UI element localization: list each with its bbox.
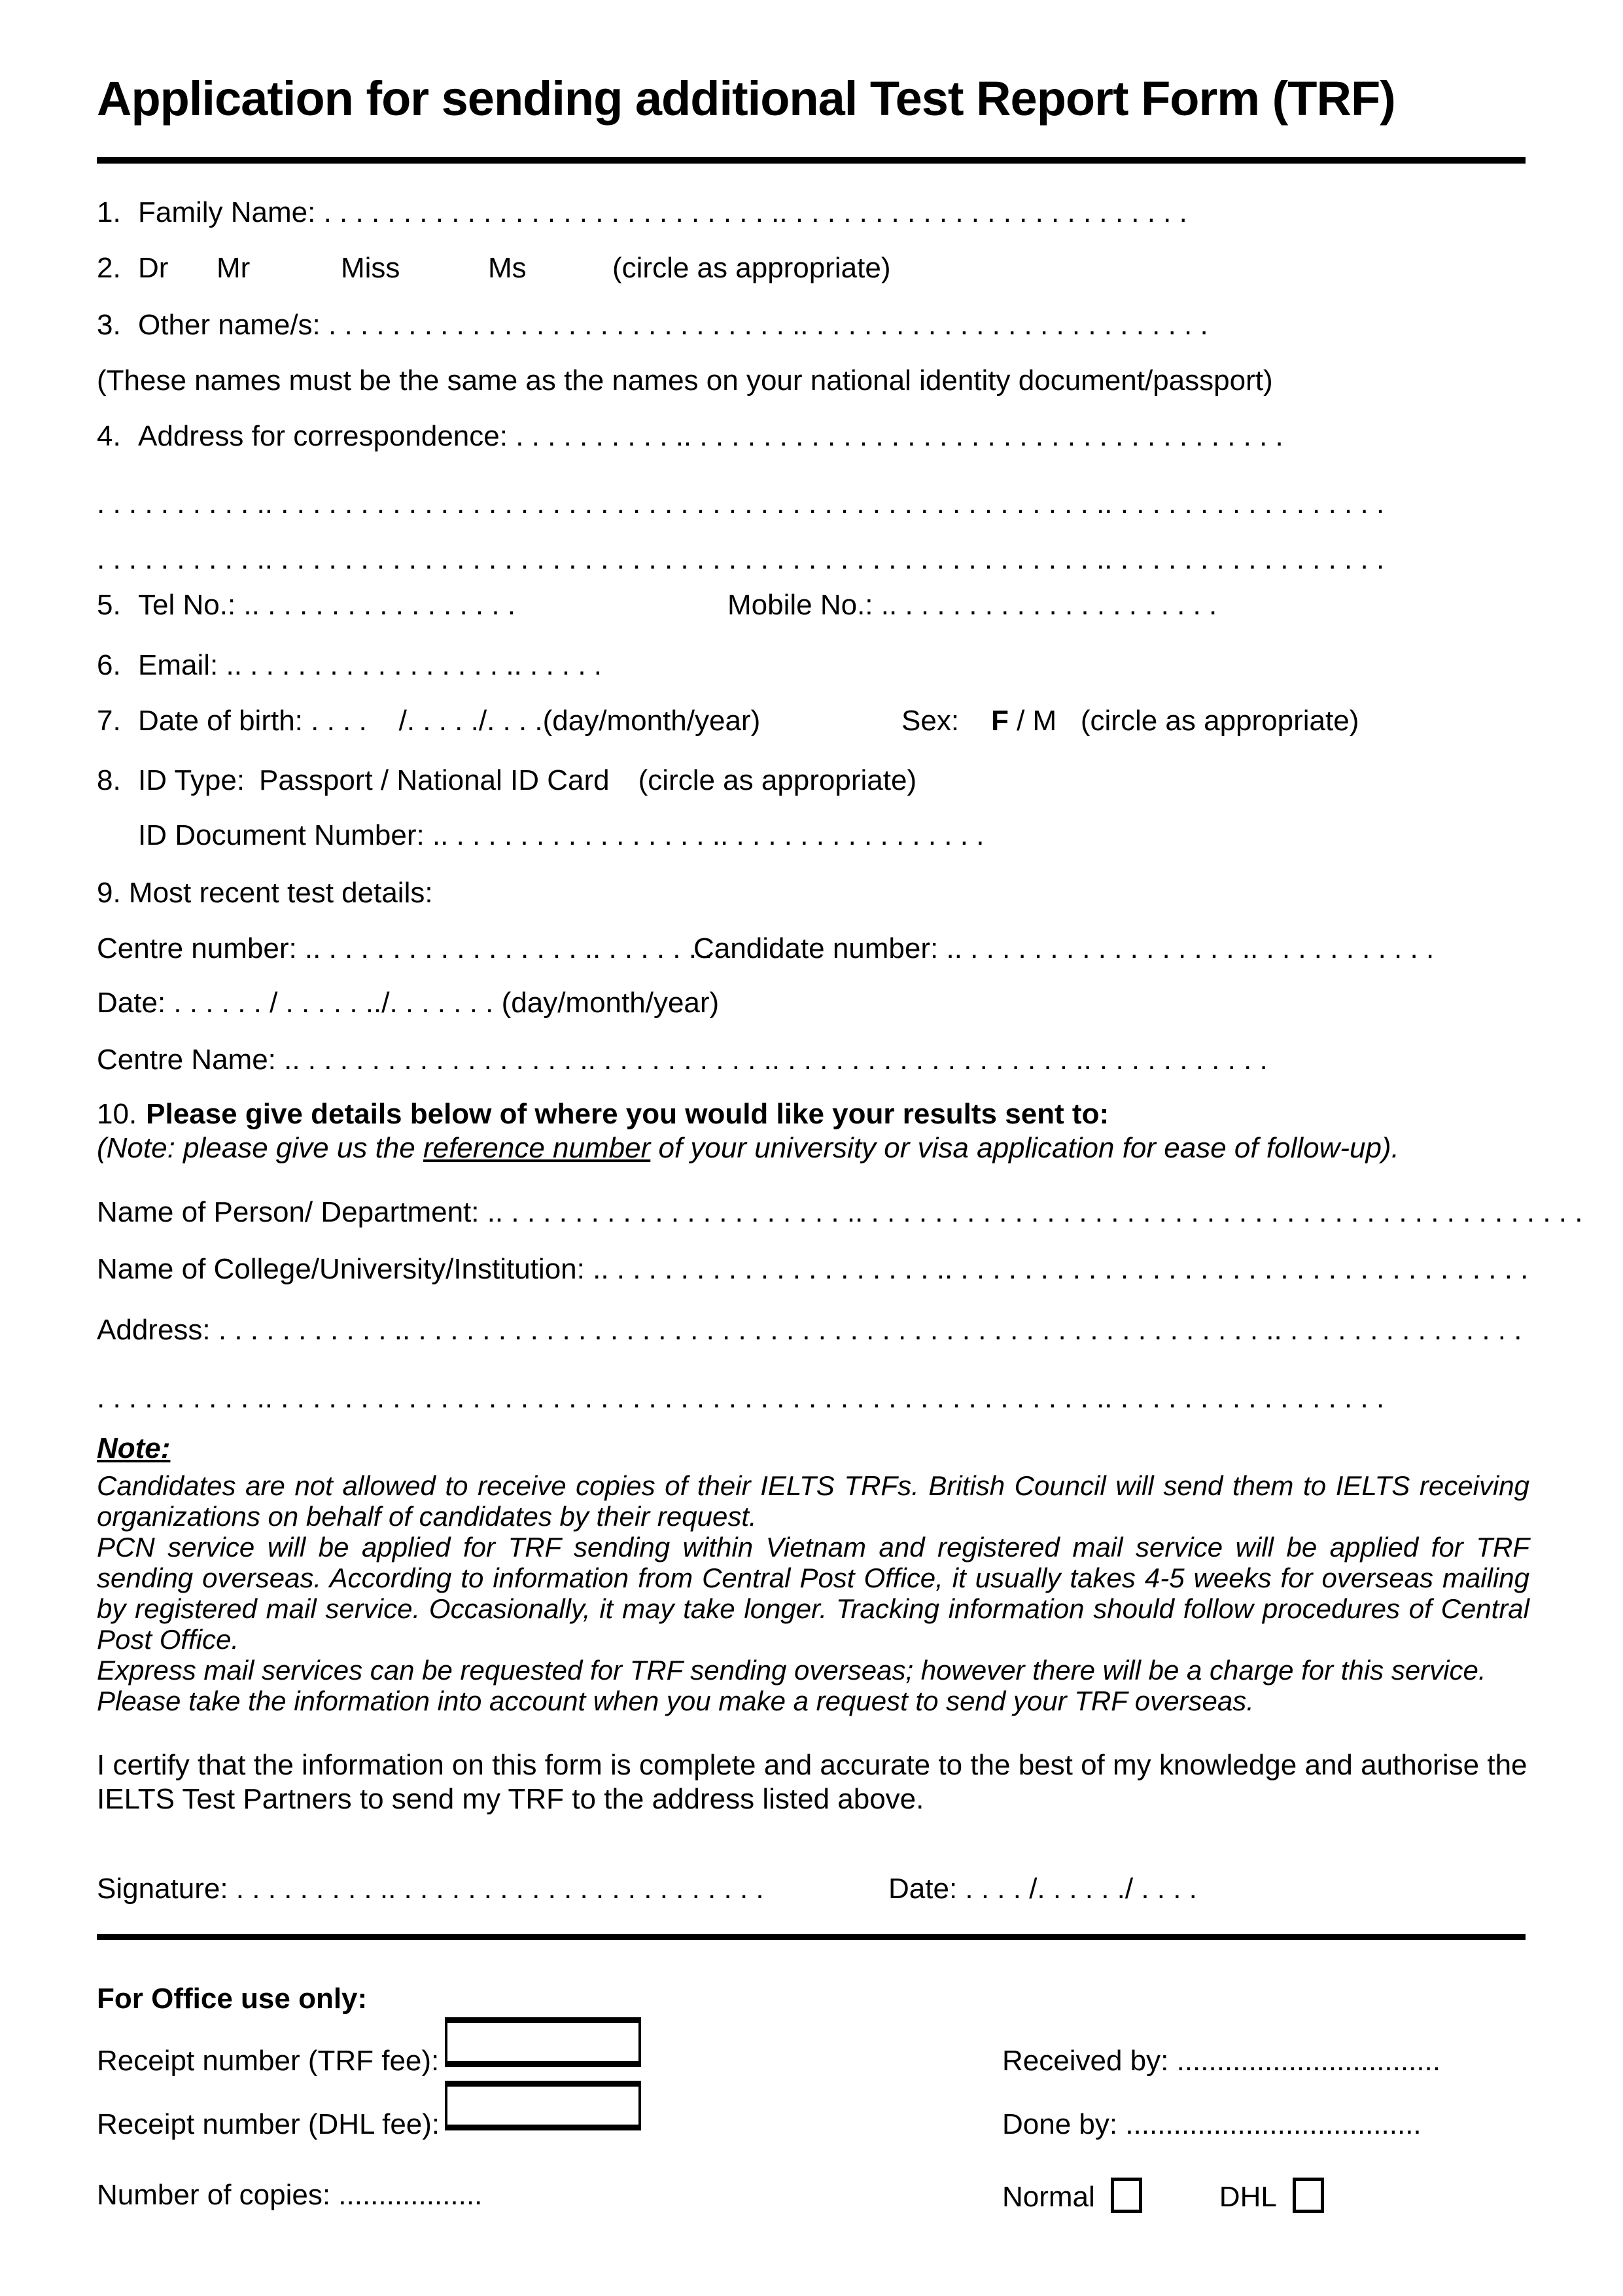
field-test-date: [97, 985, 1536, 1021]
received-by-group: [1002, 2043, 1440, 2079]
office-row-copies: [97, 2178, 1536, 2213]
field-destination-address: [97, 1313, 1536, 1348]
receipt-dhl-input-box[interactable]: [445, 2081, 641, 2130]
field-other-names: [97, 308, 1536, 343]
family-name-blank[interactable]: . . . . . . . . . . . . . . . . . . . . . . . . . . . . .. . . . . . . . . . . . . . . . . . . . . . . . . .: [315, 196, 1187, 228]
id-type-instruction: (circle as appropriate): [638, 764, 917, 796]
candidate-number-group: [693, 931, 1434, 966]
item7-number: 7.: [97, 705, 121, 737]
college-university-label: Name of College/University/Institution:: [97, 1253, 585, 1285]
test-date-blank[interactable]: . . . . . . / . . . . . ../. . . . . . .: [166, 987, 502, 1019]
salutation-option-miss[interactable]: Miss: [341, 252, 400, 284]
item5-number: 5.: [97, 589, 121, 621]
family-name-label: Family Name:: [138, 196, 316, 228]
destination-address-blank[interactable]: . . . . . . . . . . . .. . . . . . . . . . . . . . . . . . . . . . . . . . . . . . . . . . . . . . . . . . . . . . . . . . . . . . .. . . . . . . . . . . . . . . .: [210, 1314, 1522, 1346]
salutation-instruction: (circle as appropriate): [612, 252, 891, 284]
dhl-checkbox[interactable]: [1293, 2178, 1324, 2213]
signature-date-label: Date:: [888, 1873, 958, 1905]
candidate-number-blank[interactable]: .. . . . . . . . . . . . . . . . . . .. . . . . . . . . . . .: [938, 932, 1435, 964]
receipt-trf-label: Receipt number (TRF fee):: [97, 2045, 440, 2077]
certification-statement: I certify that the information on this form is complete and accurate to the best of my knowledge and authorise the IELTS Test Partners to send my TRF to the address listed above.: [97, 1749, 1527, 1815]
sex-instruction: (circle as appropriate): [1080, 705, 1359, 737]
email-label: Email:: [138, 649, 218, 681]
sex-option-m[interactable]: M: [1032, 705, 1057, 737]
item4-number: 4.: [97, 420, 121, 452]
candidate-number-label: Candidate number:: [693, 932, 939, 964]
title-divider-rule: [97, 157, 1526, 164]
recent-test-details-heading: 9. Most recent test details:: [97, 877, 433, 909]
signature-date-blank[interactable]: . . . . /. . . . . ./ . . . .: [957, 1873, 1197, 1905]
field-phone-numbers: [97, 588, 1536, 623]
salutation-option-mr[interactable]: Mr: [217, 252, 251, 284]
id-document-number-blank[interactable]: .. . . . . . . . . . . . . . . . . .. . . . . . . . . . . . . . . . .: [424, 819, 985, 851]
sex-group: [901, 703, 1359, 739]
signature-label: Signature:: [97, 1873, 228, 1905]
receipt-trf-input-box[interactable]: [445, 2017, 641, 2067]
done-by-blank[interactable]: .....................................: [1117, 2108, 1422, 2140]
other-names-label: Other name/s:: [138, 309, 321, 341]
field-signature-date: [97, 1871, 1536, 1907]
note-text-post: of your university or visa application for ease of follow-up).: [650, 1132, 1399, 1164]
results-destination-label: Please give details below of where you would like your results sent to:: [146, 1098, 1109, 1130]
sex-option-f[interactable]: F: [990, 705, 1009, 737]
field-centre-name: [97, 1042, 1536, 1078]
field-email: [97, 648, 1536, 683]
sex-label: Sex:: [901, 705, 960, 737]
mobile-label: Mobile No.:: [727, 589, 873, 621]
field-salutation: [97, 251, 1536, 286]
item6-number: 6.: [97, 649, 121, 681]
address-correspondence-blank-line2[interactable]: . . . . . . . . . . .. . . . . . . . . . . . . . . . . . . . . . . . . . . . . . . . . . . . . . . . . . . . . . . . . . . . .. . . . . . . . . . . . . . . . . .: [97, 487, 1385, 520]
field-college-university: [97, 1252, 1536, 1287]
salutation-option-ms[interactable]: Ms: [488, 252, 527, 284]
results-destination-heading: [97, 1097, 1536, 1132]
office-section-divider-rule: [97, 1934, 1526, 1940]
note-paragraph-4: Please take the information into account when you make a request to send your TRF overseas.: [97, 1686, 1254, 1716]
office-row-dhl-receipt: [97, 2107, 1536, 2142]
note-paragraph-3: Express mail services can be requested for TRF sending overseas; however there will be a charge for this service.: [97, 1655, 1486, 1686]
item10-number: 10.: [97, 1098, 137, 1130]
item3-number: 3.: [97, 309, 121, 341]
centre-name-label: Centre Name:: [97, 1044, 276, 1076]
other-names-note: (These names must be the same as the names on your national identity document/passport): [97, 364, 1273, 397]
salutation-option-dr[interactable]: Dr: [138, 252, 169, 284]
sex-separator: /: [1008, 705, 1033, 737]
address-correspondence-blank-line3[interactable]: . . . . . . . . . . .. . . . . . . . . . . . . . . . . . . . . . . . . . . . . . . . . . . . . . . . . . . . . . . . . . . . .. . . . . . . . . . . . . . . . . .: [97, 543, 1385, 575]
office-use-heading: For Office use only:: [97, 1983, 368, 2015]
received-by-label: Received by:: [1002, 2045, 1169, 2077]
address-correspondence-blank[interactable]: . . . . . . . . . . .. . . . . . . . . . . . . . . . . . . . . . . . . . . . . . . . . . . . . .: [507, 420, 1283, 452]
date-of-birth-format: (day/month/year): [542, 705, 761, 737]
id-document-number-label: ID Document Number:: [138, 819, 425, 851]
destination-address-blank-line2[interactable]: . . . . . . . . . . .. . . . . . . . . . . . . . . . . . . . . . . . . . . . . . . . . . . . . . . . . . . . . . . . . . . . .. . . . . . . . . . . . . . . . . .: [97, 1382, 1385, 1414]
field-date-of-birth: [97, 703, 1536, 739]
mail-type-group: [1002, 2178, 1324, 2215]
note-paragraph-2: PCN service will be applied for TRF sending within Vietnam and registered mail service will be applied for TRF sending overseas. According to information from Central Post Office, it usually takes 4-5 weeks for overseas mailing by registered mail service. Occasionally, it may take longer. Tracking information should follow procedures of Central Post Office.: [97, 1532, 1529, 1655]
normal-label: Normal: [1002, 2181, 1095, 2213]
id-type-label: ID Type:: [138, 764, 245, 796]
centre-name-blank[interactable]: .. . . . . . . . . . . . . . . . . . .. . . . . . . . . . . .. . . . . . . . . . . . . . . . . . . .. . . . . . . . . . . .: [275, 1044, 1268, 1076]
item8-number: 8.: [97, 764, 121, 796]
item2-number: 2.: [97, 252, 121, 284]
mobile-blank[interactable]: .. . . . . . . . . . . . . . . . . . . . .: [873, 589, 1217, 621]
signature-blank[interactable]: . . . . . . . . . .. . . . . . . . . . . . . . . . . . . . . . . .: [228, 1873, 764, 1905]
field-centre-candidate-number: [97, 931, 1536, 966]
date-of-birth-label: Date of birth:: [138, 705, 303, 737]
test-date-label: Date:: [97, 987, 166, 1019]
copies-label: Number of copies:: [97, 2179, 331, 2211]
tel-label: Tel No.:: [138, 589, 236, 621]
normal-checkbox[interactable]: [1111, 2178, 1142, 2213]
page-title: Application for sending additional Test Report Form (TRF): [97, 71, 1395, 126]
test-date-format: (day/month/year): [501, 987, 720, 1019]
id-type-options[interactable]: Passport / National ID Card: [259, 764, 610, 796]
tel-blank[interactable]: .. . . . . . . . . . . . . . . . .: [236, 589, 516, 621]
results-destination-note: [97, 1131, 1536, 1166]
done-by-group: [1002, 2107, 1422, 2142]
centre-number-label: Centre number:: [97, 932, 297, 964]
field-id-document-number: [138, 818, 1577, 853]
field-id-type: [97, 763, 1536, 798]
address-correspondence-label: Address for correspondence:: [138, 420, 508, 452]
note-paragraph-1: Candidates are not allowed to receive copies of their IELTS TRFs. British Council will send them to IELTS receiving organizations on behalf of candidates by their request.: [97, 1470, 1529, 1532]
note-section: [97, 1433, 1529, 1716]
note-text-pre: (Note: please give us the: [97, 1132, 423, 1164]
field-family-name: [97, 195, 1536, 230]
office-row-trf-receipt: [97, 2043, 1536, 2079]
note-heading: Note:: [97, 1432, 171, 1464]
person-department-blank[interactable]: .. . . . . . . . . . . . . . . . . . . . . . .. . . . . . . . . . . . . . . . . . . . . . . . . . . . . . . . . . . . . . . . . . . . . .: [479, 1196, 1583, 1228]
other-names-blank[interactable]: . . . . . . . . . . . . . . . . . . . . . . . . . . . . . .. . . . . . . . . . . . . . . . . . . . . . . . . .: [320, 309, 1208, 341]
received-by-blank[interactable]: .................................: [1168, 2045, 1440, 2077]
centre-number-blank[interactable]: .. . . . . . . . . . . . . . . . . .. . . . . . . .: [296, 932, 721, 964]
done-by-label: Done by:: [1002, 2108, 1118, 2140]
college-university-blank[interactable]: .. . . . . . . . . . . . . . . . . . . . . .. . . . . . . . . . . . . . . . . . . . . . . . . . . . . . . . . . . . .: [584, 1253, 1529, 1285]
field-person-department: [97, 1195, 1583, 1230]
reference-number-underlined: reference number: [423, 1132, 651, 1164]
person-department-label: Name of Person/ Department:: [97, 1196, 480, 1228]
field-address-correspondence: [97, 419, 1536, 454]
item1-number: 1.: [97, 196, 121, 228]
mobile-group: [727, 588, 1217, 623]
dhl-label: DHL: [1219, 2181, 1277, 2213]
receipt-dhl-label: Receipt number (DHL fee):: [97, 2108, 440, 2140]
destination-address-label: Address:: [97, 1314, 211, 1346]
date-of-birth-blank[interactable]: . . . . /. . . . ./. . . .: [302, 705, 543, 737]
copies-blank[interactable]: ..................: [330, 2179, 483, 2211]
email-blank[interactable]: .. . . . . . . . . . . . . . . . . .. . . . . .: [218, 649, 602, 681]
signature-date-group: [888, 1871, 1197, 1907]
